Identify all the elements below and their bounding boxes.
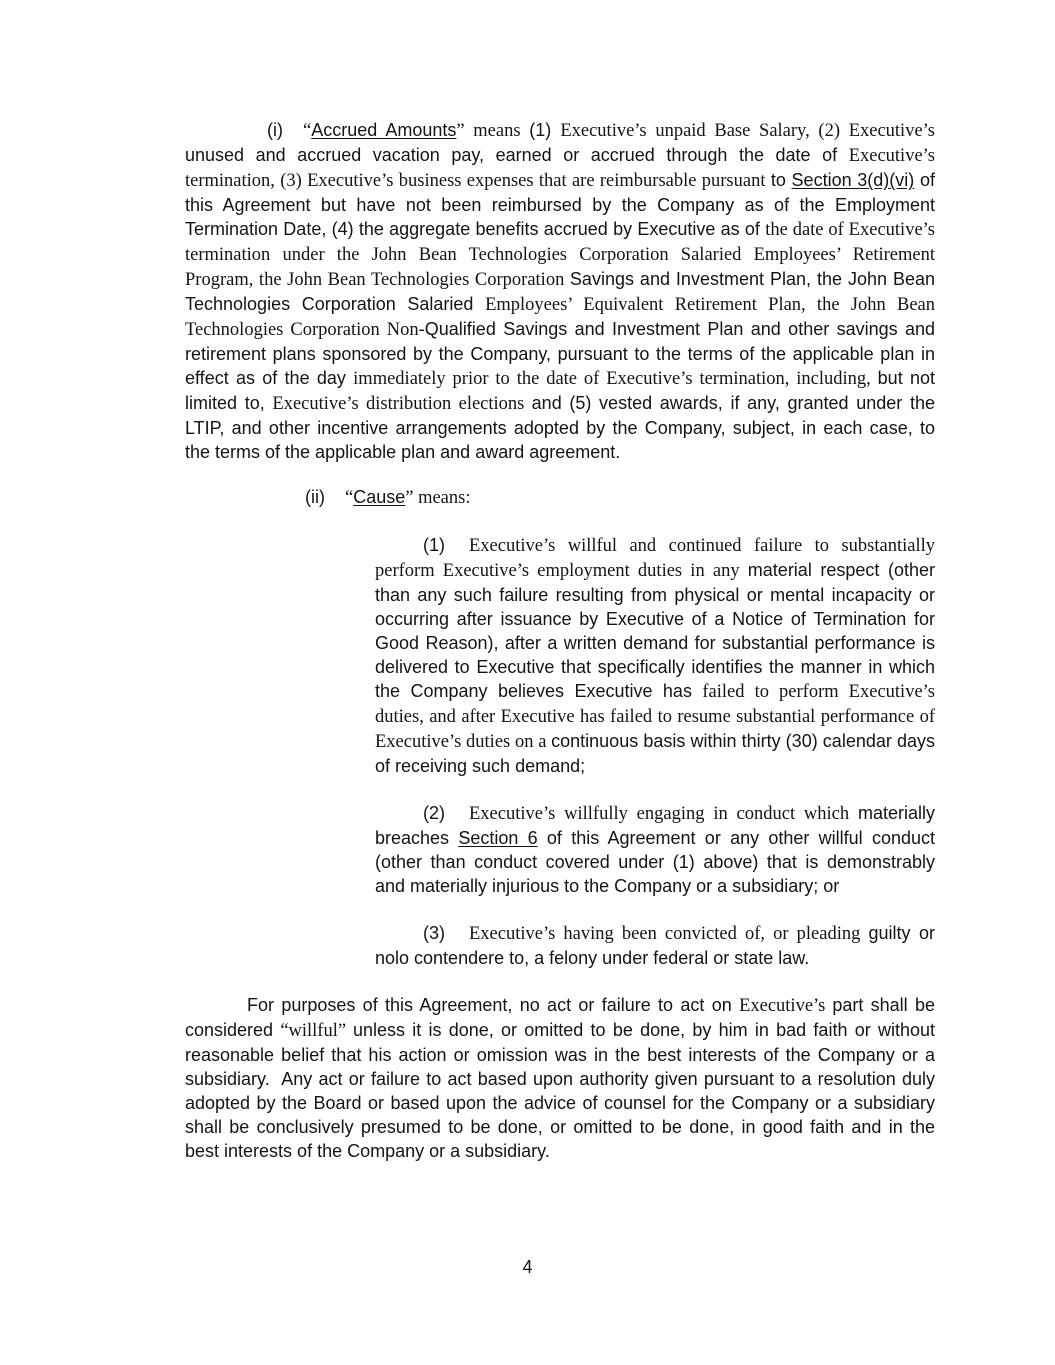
text-run: ” means [456,121,530,141]
text-run: unused and accrued vacation pay, earned or accrued through the date of [185,145,849,165]
section-6-reference: Section 6 [458,828,538,848]
item-3-label: (3) [423,923,445,943]
text-run: failed to perform Executive’s duties, and after Executive has failed to resume substantial performance of Executive’s duties on a [375,682,935,752]
text-run: “ [303,121,312,141]
text-run: to [770,170,792,190]
text-run: Executive’s willful and continued failure to substantially perform Executive’s employment duties in any [375,536,935,581]
text-run: Savings and Investment Plan, the John Bean Technologies Corporation Salaried [185,269,935,314]
text-run: Executive’s distribution elections [272,394,532,414]
text-run: of this Agreement but have not been reimbursed by the Company as of the Employment Termination Date, (4) the aggregate benefits accrued by Executive as of [185,170,936,239]
text-run: Qualified Savings and Investment Plan and other savings and retirement plans sponsored by the Company, pursuant to the terms of the applicable plan in effect as of the day [185,319,936,388]
text-run: but not limited to, [185,368,935,413]
text-run: unless it is done, or omitted to be done, by him in bad faith or without reasonable belief that his action or omission was in the best interests of the Company or a subsidiary. Any act or failure to act based upon authority given pursuant to a resolution duly adopted by the Board or based upon the advice of counsel for the Company or a subsidiary shall be conclusively presumed to be done, or omitted to be done, in good faith and in the best interests of the Company or a subsidiary. [185,1020,935,1161]
text-run: Executive’s unpaid Base Salary, (2) Executive’s [560,121,935,141]
tab-space [283,135,303,136]
cause-item-2 [375,801,935,898]
text-run: part shall be considered [185,995,936,1040]
text-run: “ [345,488,354,508]
text-run: ” means: [405,488,471,508]
text-run: Executive’s termination, (3) Executive’s business expenses that are reimbursable pursuant [185,146,935,191]
text-run: immediately prior to the date of Executive’s termination, including, [353,369,878,389]
text-run: continuous basis within thirty (30) calendar days of receiving such demand; [375,731,935,776]
item-2-label: (2) [423,803,445,823]
tab-space [445,818,469,819]
text-run: and (5) vested awards, if any, granted under the LTIP, and other incentive arrangements adopted by the Company, subject, in each case, to the terms of the applicable plan and award agreement. [185,393,935,462]
text-run: “willful” [280,1021,353,1041]
accrued-amounts-term: Accrued Amounts [311,120,457,140]
text-run: (1) [529,120,561,140]
text-run: guilty or nolo contendere to, a felony under federal or state law. [375,923,936,968]
document-body [185,118,935,1163]
text-run: Executive’s willfully engaging in conduct which [469,804,858,824]
text-run: Employees’ Equivalent Retirement Plan, the John Bean Technologies Corporation Non- [185,295,935,340]
willful-interpretation-paragraph [185,993,935,1163]
cause-item-3 [375,921,935,970]
page-number: 4 [522,1257,533,1277]
definition-accrued-amounts [185,118,935,464]
text-run: For purposes of this Agreement, no act or failure to act on [247,995,740,1015]
section-3dvi-reference: Section 3(d)(vi) [791,170,915,190]
tab-space [325,502,345,503]
text-run: material respect (other than any such failure resulting from physical or mental incapacity or occurring after issuance by Executive of a Notice of Termination for Good Reason), after a written demand for substantial performance is delivered to Executive that specifically identifies the manner in which the Company believes Executive has [375,560,935,701]
text-run: the date of Executive’s termination under the John Bean Technologies Corporation Salaried Employees’ Retirement Program, the John Bean Technologies Corporation [185,220,935,290]
text-run: Executive’s [739,996,833,1016]
text-run: Executive’s having been convicted of, or pleading [469,924,869,944]
clause-i-label: (i) [267,120,283,140]
cause-term: Cause [353,487,406,507]
text-run: of this Agreement or any other willful conduct (other than conduct covered under (1) above) that is demonstrably and materially injurious to the Company or a subsidiary; or [375,828,935,896]
text-run: materially breaches [375,803,935,848]
tab-space [445,550,469,551]
cause-item-1 [375,533,935,778]
item-1-label: (1) [423,535,445,555]
tab-space [445,938,469,939]
clause-ii-label: (ii) [305,487,325,507]
definition-cause-lead [185,485,935,510]
